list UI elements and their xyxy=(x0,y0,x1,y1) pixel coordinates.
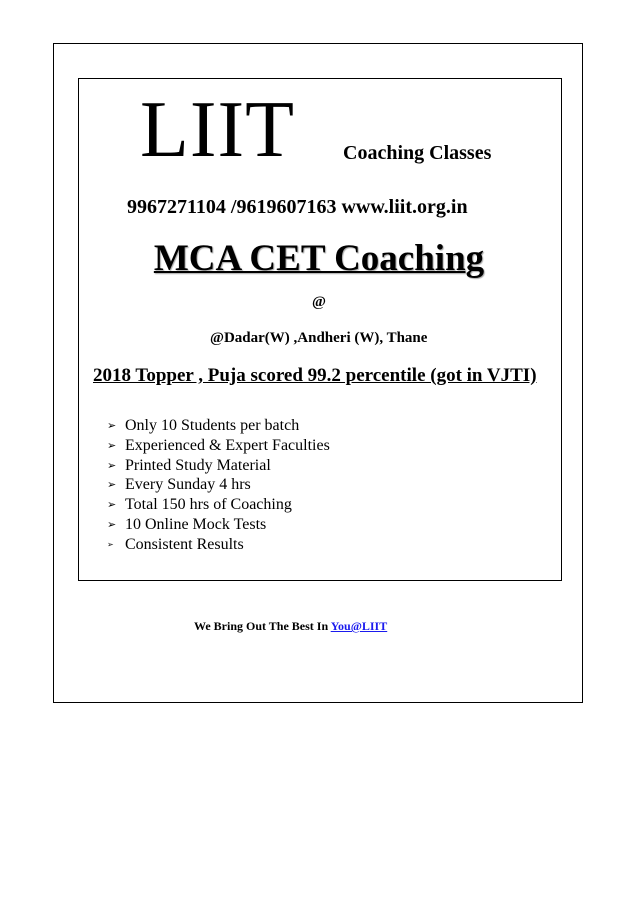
arrowhead-bullet-icon: ➢ xyxy=(107,517,117,531)
brand-logo-text: LIIT xyxy=(140,86,296,174)
footer-slogan xyxy=(194,619,387,634)
arrowhead-bullet-icon: ➢ xyxy=(107,458,117,472)
list-item: ➢ Experienced & Expert Faculties xyxy=(107,436,330,454)
at-symbol: @ xyxy=(312,294,326,310)
arrowhead-bullet-icon: ➢ xyxy=(107,539,114,549)
footer-text: We Bring Out The Best In xyxy=(194,619,331,633)
locations-line: @Dadar(W) ,Andheri (W), Thane xyxy=(210,330,428,346)
arrowhead-bullet-icon: ➢ xyxy=(107,438,117,452)
list-item: ➢ Only 10 Students per batch xyxy=(107,417,300,434)
feature-list xyxy=(107,416,330,555)
list-item: ➢ 10 Online Mock Tests xyxy=(107,515,267,533)
list-item: ➢ Every Sunday 4 hrs xyxy=(107,476,251,494)
arrowhead-bullet-icon: ➢ xyxy=(107,419,117,432)
list-item: ➢ Printed Study Material xyxy=(107,456,271,474)
footer-link[interactable]: You@LIIT xyxy=(330,619,388,633)
arrowhead-bullet-icon: ➢ xyxy=(107,498,117,512)
topper-announcement: 2018 Topper , Puja scored 99.2 percentile (got in VJTI) xyxy=(93,365,537,386)
list-item: ➢ Consistent Results xyxy=(107,535,244,553)
brand-tagline: Coaching Classes xyxy=(343,142,492,164)
contact-line: 9967271104 /9619607163 www.liit.org.in xyxy=(127,196,468,218)
course-headline: MCA CET Coaching xyxy=(153,238,485,279)
arrowhead-bullet-icon: ➢ xyxy=(107,478,117,492)
list-item: ➢ Total 150 hrs of Coaching xyxy=(107,496,292,514)
